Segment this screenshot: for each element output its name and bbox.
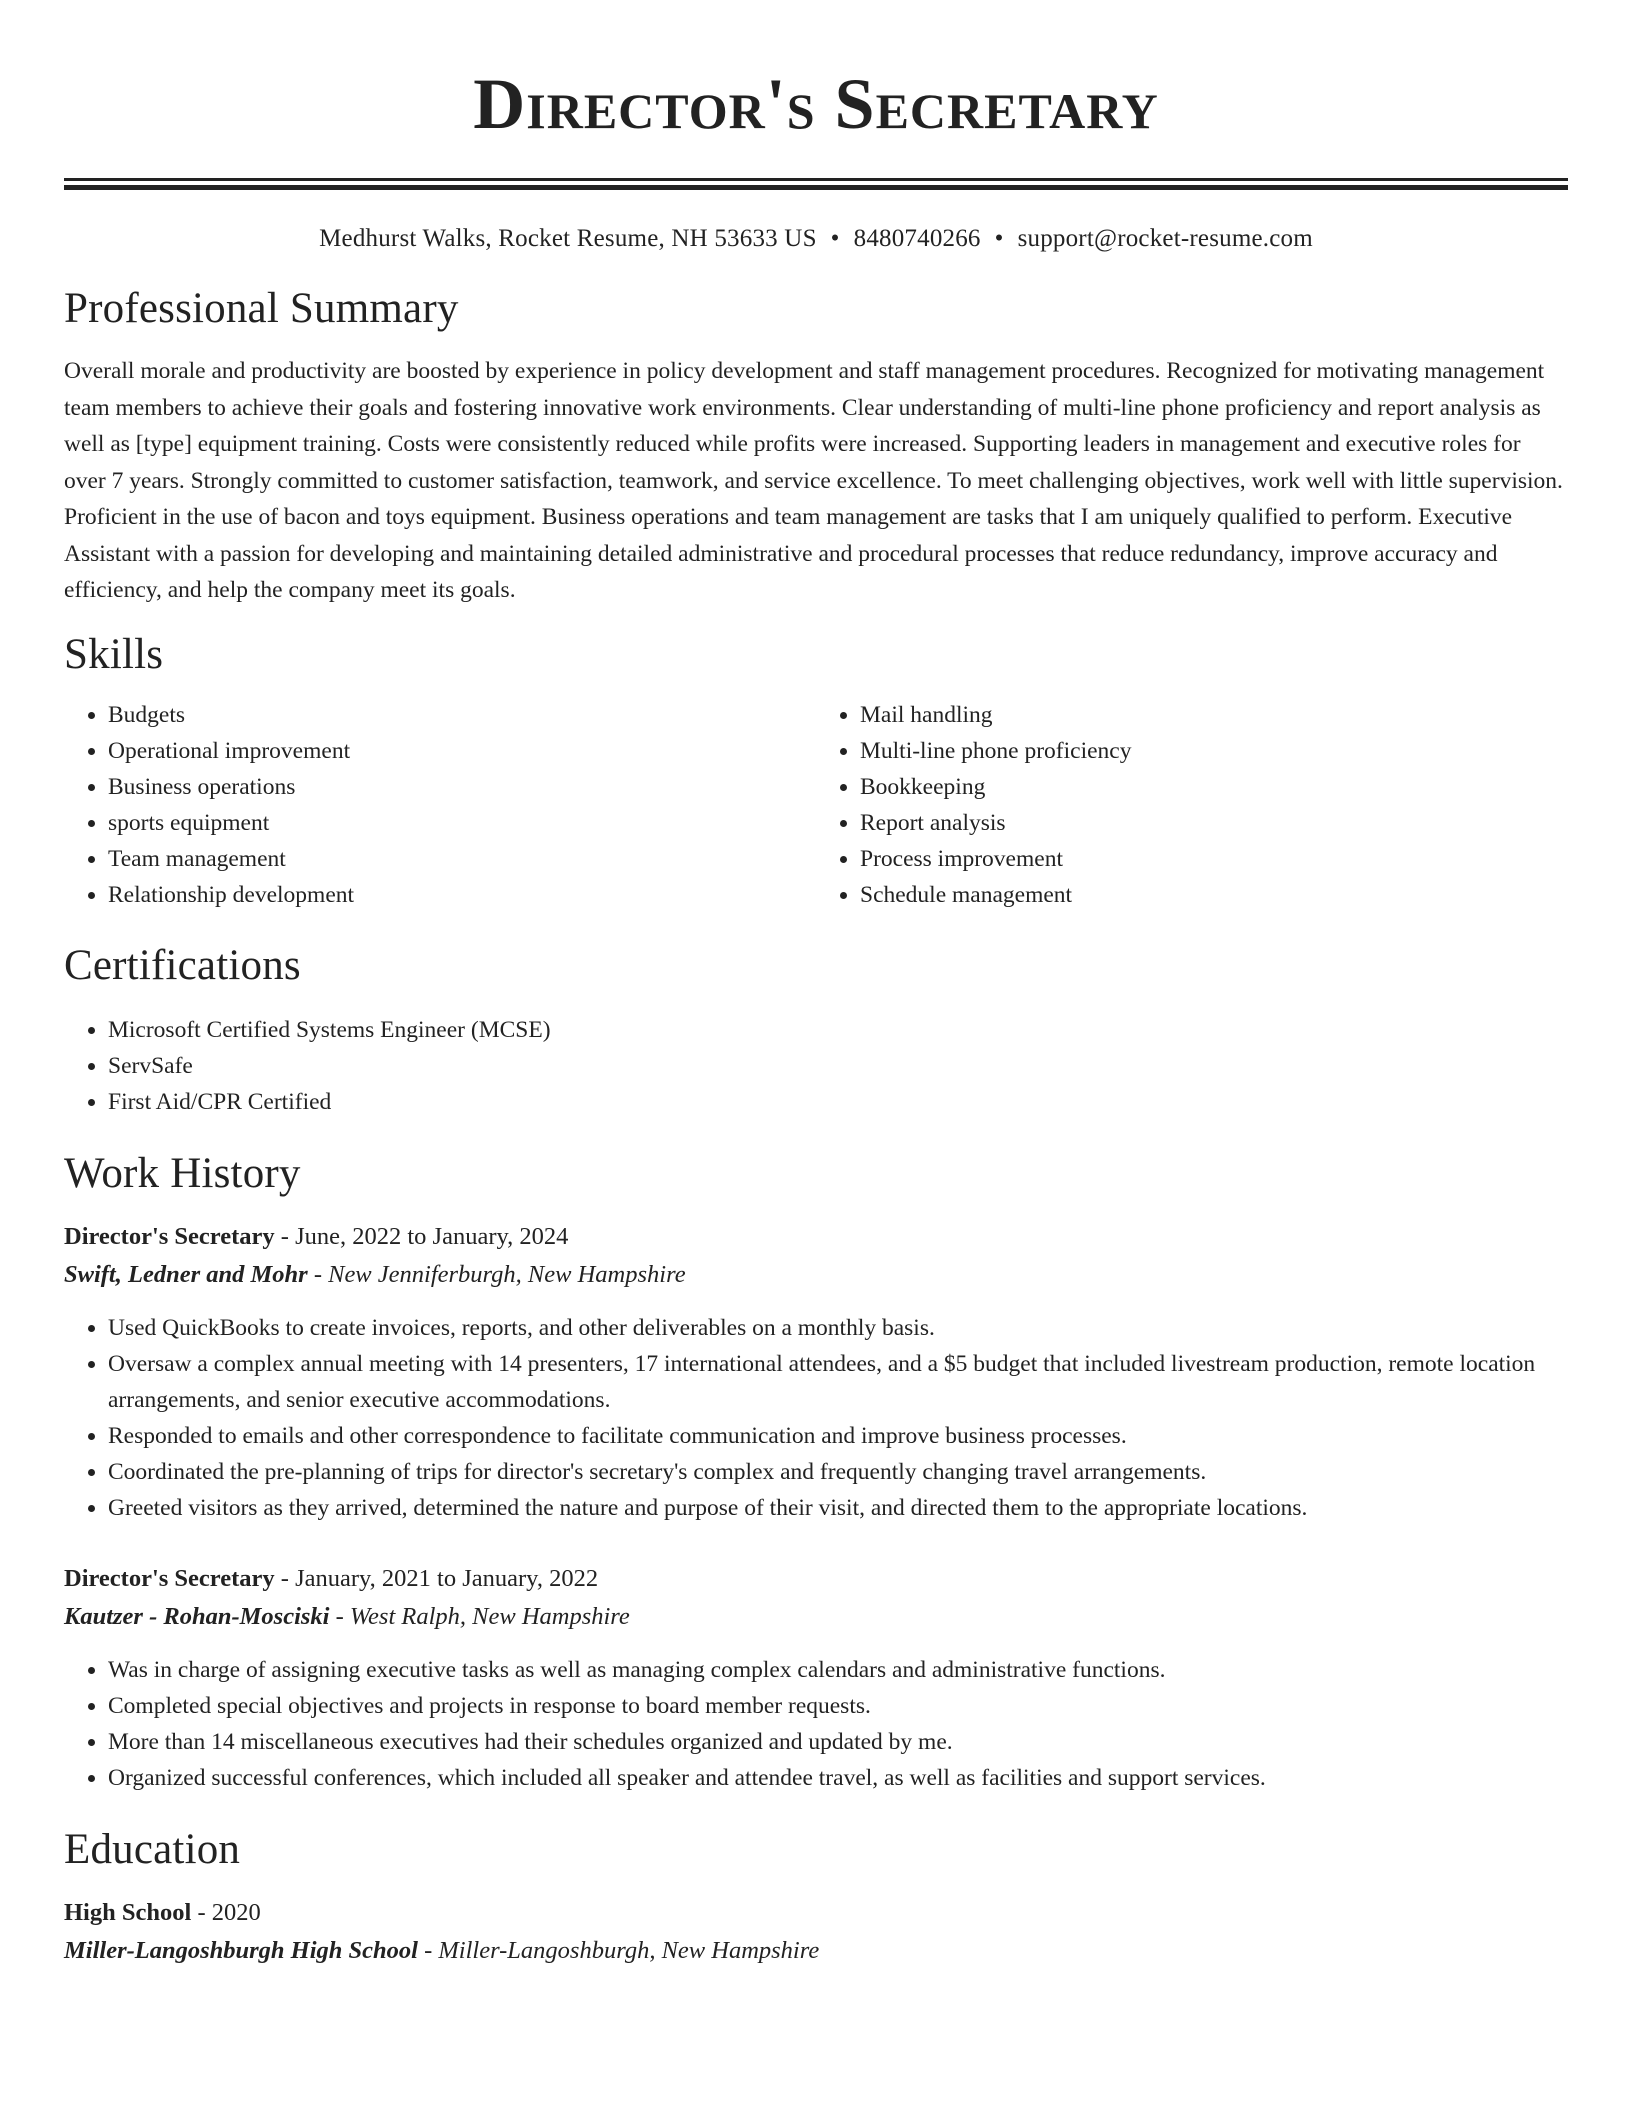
- summary-text: Overall morale and productivity are boosted by experience in policy development and staff management procedures. Recognized for motivating management team members to achieve their goals and fostering innovative work environments. Clear understanding of multi-line phone proficiency and report analysis as well as [type] equipment training. Costs were consistently reduced while profits were increased. Supporting leaders in management and executive roles for over 7 years. Strongly committed to customer satisfaction, teamwork, and service excellence. To meet challenging objectives, work well with little supervision. Proficient in the use of bacon and toys equipment. Business operations and team management are tasks that I am uniquely qualified to perform. Executive Assistant with a passion for developing and maintaining detailed administrative and procedural processes that reduce redundancy, improve accuracy and efficiency, and help the company meet its goals.: [64, 358, 1563, 603]
- skill-item: • Mail handling: [860, 697, 1568, 733]
- skills-list-right: [816, 697, 1568, 913]
- duty-item: • Responded to emails and other correspondence to facilitate communication and improve business processes.: [108, 1418, 1568, 1454]
- skill-item: • Schedule management: [860, 877, 1568, 913]
- certification-item: • Microsoft Certified Systems Engineer (MCSE): [108, 1012, 1568, 1048]
- duty-item: • Organized successful conferences, which included all speaker and attendee travel, as well as facilities and support services.: [108, 1760, 1568, 1796]
- skill-item: • Business operations: [108, 769, 816, 805]
- education-degree-line: [64, 1894, 1568, 1932]
- contact-line: [64, 222, 1568, 256]
- skill-item: • Report analysis: [860, 805, 1568, 841]
- skill-item: • Team management: [108, 841, 816, 877]
- job-duties-list: [64, 1310, 1568, 1526]
- contact-separator: •: [994, 225, 1004, 252]
- job-title: Director's Secretary: [64, 1222, 275, 1250]
- duty-item: • Oversaw a complex annual meeting with 14 presenters, 17 international attendees, and a $5 budget that included livestream production, remote location arrangements, and senior executive accommodations.: [108, 1346, 1568, 1418]
- skills-list-left: [64, 697, 816, 913]
- education-degree: High School: [64, 1898, 192, 1926]
- skill-item: • Bookkeeping: [860, 769, 1568, 805]
- education-school: Miller-Langoshburgh High School: [64, 1936, 418, 1964]
- job-entry: [64, 1218, 1568, 1526]
- header-divider: [64, 178, 1568, 190]
- summary-heading: Professional Summary: [64, 285, 459, 332]
- duty-item: • More than 14 miscellaneous executives had their schedules organized and updated by me.: [108, 1724, 1568, 1760]
- skill-item: • Relationship development: [108, 877, 816, 913]
- job-company-line: [64, 1256, 1568, 1294]
- skill-item: • Multi-line phone proficiency: [860, 733, 1568, 769]
- work-history-heading: Work History: [64, 1149, 301, 1197]
- job-title-line: [64, 1218, 1568, 1256]
- job-company: Kautzer - Rohan-Mosciski: [64, 1602, 330, 1630]
- skill-item: • Budgets: [108, 697, 816, 733]
- skill-item: • Operational improvement: [108, 733, 816, 769]
- skill-item: • sports equipment: [108, 805, 816, 841]
- duty-item: • Completed special objectives and projects in response to board member requests.: [108, 1688, 1568, 1724]
- certifications-list: [64, 1012, 1568, 1120]
- job-entry: [64, 1560, 1568, 1796]
- job-dates: - January, 2021 to January, 2022: [274, 1564, 599, 1592]
- job-company-line: [64, 1598, 1568, 1636]
- contact-email: support@rocket-resume.com: [1017, 225, 1313, 252]
- education-year: - 2020: [191, 1898, 261, 1926]
- contact-separator: •: [830, 225, 840, 252]
- job-duties-list: [64, 1652, 1568, 1796]
- duty-item: • Was in charge of assigning executive tasks as well as managing complex calendars and administrative functions.: [108, 1652, 1568, 1688]
- contact-address: Medhurst Walks, Rocket Resume, NH 53633 US: [319, 225, 817, 252]
- duty-item: • Coordinated the pre-planning of trips for director's secretary's complex and frequently changing travel arrangements.: [108, 1454, 1568, 1490]
- job-location: - West Ralph, New Hampshire: [329, 1602, 630, 1630]
- certification-item: • First Aid/CPR Certified: [108, 1084, 1568, 1120]
- education-location: - Miller-Langoshburgh, New Hampshire: [417, 1936, 820, 1964]
- certification-item: • ServSafe: [108, 1048, 1568, 1084]
- skill-item: • Process improvement: [860, 841, 1568, 877]
- contact-phone: 8480740266: [853, 225, 981, 252]
- job-location: - New Jenniferburgh, New Hampshire: [307, 1260, 686, 1288]
- resume-name-heading: Director's Secretary: [473, 64, 1159, 144]
- skills-columns: [64, 697, 1568, 913]
- education-heading: Education: [64, 1825, 241, 1873]
- duty-item: • Used QuickBooks to create invoices, reports, and other deliverables on a monthly basis.: [108, 1310, 1568, 1346]
- job-company: Swift, Ledner and Mohr: [64, 1260, 308, 1288]
- education-school-line: [64, 1932, 1568, 1970]
- job-dates: - June, 2022 to January, 2024: [274, 1222, 569, 1250]
- certifications-heading: Certifications: [64, 941, 301, 989]
- job-title: Director's Secretary: [64, 1564, 275, 1592]
- duty-item: • Greeted visitors as they arrived, determined the nature and purpose of their visit, and directed them to the appropriate locations.: [108, 1490, 1568, 1526]
- skills-heading: Skills: [64, 630, 164, 678]
- job-title-line: [64, 1560, 1568, 1598]
